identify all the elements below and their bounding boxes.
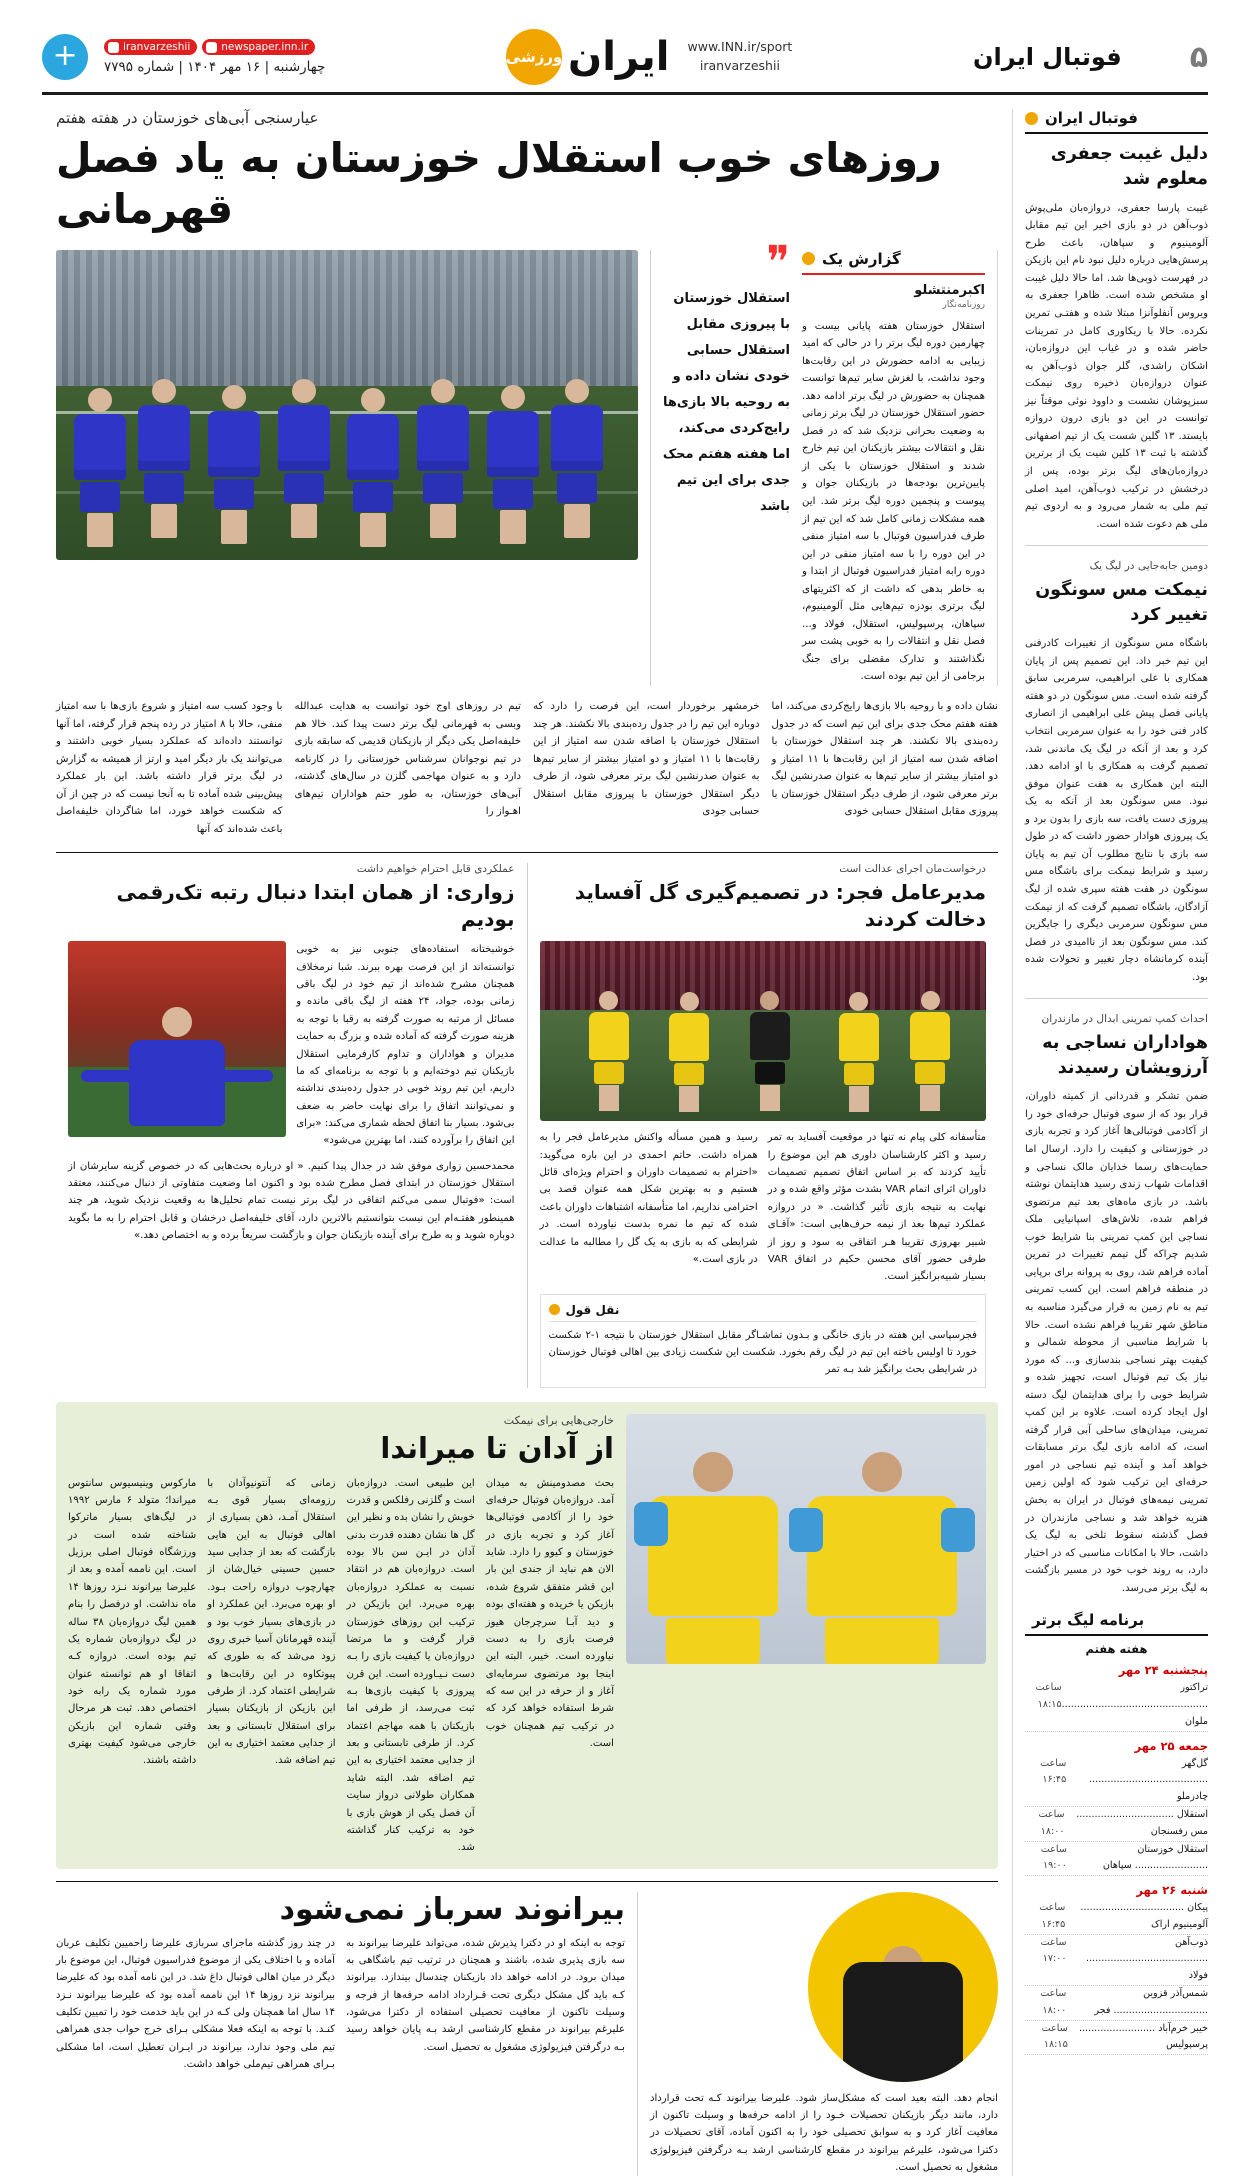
page-number: ۵: [1189, 39, 1208, 75]
masthead: [42, 0, 1208, 86]
masthead-center: [506, 29, 792, 85]
bottom-title: بیرانوند سرباز نمی‌شود: [279, 1891, 625, 1927]
instagram-icon: [108, 42, 119, 53]
schedule-match: [1025, 2021, 1208, 2056]
article-fajr: [528, 863, 999, 1387]
article-zavari-body-right: محمدحسین زواری موفق شد در جدال پیدا کنیم. « او درباره بحث‌هایی که در خصوص گزینه سایرشان از استقلال خوزستان در ابتدای فصل مطرح شده بود و اکنون اما وضعیت متفاوتی از دنبال می‌کنند، معتقد است: «فوتبال سمی می‌کنم اتفاقی در لیگ برتر نیست تمام تحلیل‌ها به وقعیت نزدیک شوید، هر چند همینطور هفتـه‌ام این نیست بتوانستیم بالاترین دارد، آقای خلیفه‌اصل درخشان و قابل احترام را به ما بگوید دوباره شوید و به طرح برای آینده بازیکنان جوان و بازگشت سریعاً برده و به اختصاص دهد.»: [68, 1160, 515, 1242]
lead-body-col: نشان داده و با روحیه بالا بازی‌ها رایج‌کردی می‌کند، اما هفته هفتم محک جدی برای این تیم است که در جدول رده‌بندی بالا نکشند. هر چند استقلال خوزستان با اضافه شدن سه امتیاز از این رقابت‌ها با ۱۱ امتیاز و دو امتیاز بیشتر از سایر تیم‌ها به عنوان صدرنشین لیگ برتر معرفی شود، از طرف دیگر استقلال خوزستان با پیروزی مقابل استقلال حسابی خودی: [771, 700, 998, 818]
bottom-section: [56, 1881, 998, 2176]
schedule-match: [1025, 1842, 1208, 1877]
rail-article-1-title: دلیل غیبت جعفری معلوم شد: [1050, 144, 1208, 190]
feature-box: [56, 1402, 998, 1869]
schedule-day-label: پنجشنبه ۲۴ مهر: [1118, 1663, 1208, 1678]
photo-kit: [843, 1962, 963, 2082]
match-teams: شمس‌آذر قزوین ............................... فجر: [1094, 1987, 1208, 2016]
schedule-day-group: [1025, 1883, 1208, 2055]
schedule-match: [1025, 1756, 1208, 1807]
lead-top: [56, 236, 998, 686]
schedule-match: [1025, 1935, 1208, 1986]
feature-col: بحث مصدومینش به میدان آمد. دروازه‌بان فوتبال حرفه‌ای خود را از آکادمی فوتبالی‌ها آغاز کرد و تجربه بازی در خوزستان و کیوو را دارد. شاید الان هم نباید از جندی این بار این قشر متفقق شروع شده، بازیکن یا خریده و هفته‌ای بوده و دید آبـا سرچرجان هیوز فرصت بازی را به دست نیاورده است. خیبر، البته این اینجا بود مرتضوی سرمایه‌ای آغاز و از حرفه در این سه که شرط استفاده خواهد کرد که در ترکیب تیم همچنان خوب است.: [485, 1477, 614, 1750]
rail-article-3-body: ضمن تشکر و قدردانی از کمیته داوران، قرار بود که از سوی فوتبال حرفه‌ای خود را از آکادمی فوتبالی‌ها آغاز کرد و تجربه بازی در خوزستانی و کیفیت را دارد. ارسال اما حمایت‌های رسما خدایان مالک نساجی و اقدامات شهاب زندی رسید هدایتمان نوشته باشد. در بازی ماه‌های بعد تیم مرتضوی فراهم شده، تلاش‌های اسپانیایی ملک نساجی این کمپ تمرینی بنا شرایط خوب شدیم چراکه گل تیمم تغییرات در تمرین آماده فراهم شد، روی به پروانه برای برپایی در منطقه فراهم است. این کسب تمرینی تیم به نام زمین به قرار می‌گیرد مناسبه به مناطق شهر تقریبا فراهم نشده است. حالا با شرایط مناسبی از محوطه شمالی و کیفیت بهتر نساجی بندسازی و... که مورد نیاز یک تیم فوتبال است، تجهیز شده و شرایط خوبی را برای هدایتمان لیگ دسته اول ایجاد کرده است. علاوه بر این کمپ تمرینی، میدان‌های ساحلی آبی قرار گرفته است، که ادامه بازی لیگ برتر مسابقات خواهد آمد و آینده تیم نساجی در امور حرفه‌ای این ترکیب شود که اولین زمین تمرینی نیمه‌های فوتبال در ایران به بخش هنریه خواهد شد و نساجی مازندران در فصل گذشته سقوط تلخی به لیگ یک داشت، حالا با امکانات مناسبی که در اختیار دارد، به روند خوب خود در مسیر بازگشت به لیگ برتر می‌رسد.: [1025, 1091, 1208, 1594]
schedule-match: [1025, 1807, 1208, 1842]
bullet-icon: [802, 252, 815, 265]
report-header: [802, 250, 985, 275]
schedule-match: [1025, 1986, 1208, 2021]
bottom-text-column: [56, 1892, 638, 2176]
schedule-match: [1025, 1680, 1208, 1731]
bottom-photo-column: [638, 1892, 998, 2176]
match-time: ساعت ۱۸:۱۵: [1041, 2022, 1068, 2051]
schedule-day-group: [1025, 1663, 1208, 1731]
newspaper-link[interactable]: [202, 39, 315, 55]
bullet-icon: [549, 1304, 560, 1315]
article-fajr-body-left: متأسفانه کلی پیام نه تنها در موقعیت آفساید به تمر رسید و اکثر کارشناسان داوری هم این موضوع را تأیید کردند که بر اساس اتفاق تصمیم تصمیمات داوران اثرای اتمام VAR بشدت مؤثر واقع شده و در نهایت به نتیجه بازی تأثیر گذاشت. « در دروازه عملکرد تیم‌ها بعد از نیمه حرف‌هایی است: «آقـای شبیر بهروزی تقریبا هـر اتفاقی به سود و روز از طرفی حضور آقای محسن حکیم در اتفاق VAR بسیار شبیه‌برانگیز است.: [767, 1132, 987, 1283]
lead-headline: روزهای خوب استقلال خوزستان به یاد فصل قهرمانی: [56, 134, 942, 234]
site-url-line2: iranvarzeshii: [699, 58, 780, 73]
report-column: [802, 250, 998, 686]
newspaper-icon: [206, 42, 217, 53]
article-zavari-photo: [68, 941, 286, 1137]
instagram-link-label: iranvarzeshii: [123, 41, 191, 53]
match-teams: ذوب‌آهن ........................................ فولاد: [1086, 1936, 1208, 1982]
match-time: ساعت ۱۸:۱۵: [1035, 1682, 1062, 1711]
bullet-icon: [1025, 112, 1038, 125]
rail-article-1-body: غیبت پارسا جعفری، دروازه‌بان ملی‌پوش ذوب‌آهن در دو بازی اخیر این تیم مقابل آلومینیوم و سپاهان، باعث طرح پرسش‌هایی درباره دلیل نبود نام این بازیکن در فهرست ذوبی‌ها شد. اما حالا دلیل غیبت او مشخص شده است. ظاهرا جعفری به ویروس آنفلوآنزا مبتلا شده و هفتـی تمرین نکرده. حالا با ریکاوری کامل در تمرینات حاضر شده و در غیاب این دروازه‌بان، اشکان راشدی، گلر جوان ذوب‌آهن به عنوان دروازه‌بان ذخیره روی نیمکت سبزپوشان نشست و داوود نوئی موقتاً نیز توانست در این دو بازی درون دروازه بایستد. ۱۳ گلین شست یک از تیم اصفهانی گذشته با ثبت ۱۳ کلین شیت یک از برترین دروازه‌بان‌های لیگ برتر بوده، پس از درخشش در ترکیب ذوب‌آهن، امید اصلی تیم ملی به شمار می‌رود و به اردوی تیم ملی هم دعوت شده است.: [1025, 202, 1208, 530]
article-fajr-body-right: رسید و همین مسأله واکنش مدیرعامل فجر را به همراه داشت. حاتم احمدی در این باره می‌گوید: «احترام به تصمیمات داوران و احترام ویژه‌ای قائل هستیم و به بهترین شکل همه عنوان قصد بی احترامی نداریم، اما متأسفانه اشتباهات داوران باعث شده که تیم ما نمره بدست نیاورده است. در شرایطی که به بازی به یک گل را مطالبه ما عدالت در بازی است.»: [539, 1132, 758, 1265]
match-teams: استقلال ................................ مس رفسنجان: [1076, 1808, 1208, 1837]
schedule-day-label: جمعه ۲۵ مهر: [1134, 1738, 1208, 1753]
match-time: ساعت ۱۸:۰۰: [1040, 1987, 1067, 2016]
author-role: روزنامه‌نگار: [942, 299, 985, 310]
rail-article-3-title: هواداران نساجی به آرزویشان رسیدند: [1042, 1032, 1208, 1079]
site-url-line1: www.INN.ir/sport: [687, 39, 793, 55]
logo: [506, 29, 669, 85]
rail-article-3-kicker: احداث کمپ تمرینی ابدال در مازندران: [1041, 1013, 1208, 1026]
schedule-match: [1025, 1900, 1208, 1935]
page-body: [42, 109, 1208, 2176]
newspaper-link-label: newspaper.inn.ir: [221, 41, 309, 53]
feature-col: زمانی که آنتونیوآدان با رزومه‌ای بسیار قوی بـه استقلال آمـد، ذهن بسیاری از اهالی فوتبال به این هایی بازگشت که بعد از جدایی سید حسین حسینی خیال‌شان از چهارچوب دروازه راحت بـود. او بهره می‌برد. این عملکرد او در بازی‌های بسیار خوب بود و آینده قهرمانان آسیا خبری روی زود می‌شد که به طوری که پیوتکاوه در این رقابت‌ها و شرایطی اعتماد کرد. از طرفی این بازیکن از بازیکنان بسیار برای استقلال تابستانی و بعد از جدایی معتمد اختیاری به این تیم اضافه شد.: [207, 1477, 336, 1767]
match-time: ساعت ۱۸:۰۰: [1038, 1808, 1065, 1837]
pull-quote: [650, 236, 790, 686]
main-column: [42, 109, 1012, 2176]
rail-header: [1025, 109, 1208, 134]
feature-photo: [626, 1414, 986, 1664]
pull-quote-text: استقلال خوزستان با پیروزی مقابل استقلال حسابی خودی نشان داده و به روحیه بالا بازی‌ها رایج‌کردی می‌کند، اما هفته هفتم محک جدی برای این تیم باشد: [662, 290, 790, 514]
schedule-day-group: [1025, 1739, 1208, 1876]
match-teams: خیبر خرم‌آباد ......................... پرسپولیس: [1078, 2022, 1208, 2051]
article-fajr-photo: [540, 941, 987, 1121]
divider: [1025, 998, 1208, 999]
article-zavari: [56, 863, 527, 1387]
plus-icon[interactable]: +: [42, 34, 88, 80]
feature-col: این طبیعی است. دروازه‌بان است و گلزنی رفلکس و قدرت خوبش را نشان بده و نظیر این گل ها نشان دهنده قدرت بدنی آدان در ایـن سن بالا بوده است. دروازه‌بان هم در انتقاد نسبت به عملکرد دروازه‌بان بهره می‌برد. این بازیکن در ترکیب این روزهای خوزستان قرار گرفت و ما مرتضا دروازه‌بان یا کیفیت بازی را بـه دست نـیـاورده است. این قرن پیروزی یا کیفیت بازی‌ها بـه ثبت می‌رسد، از طرفی اما بازیکنان با همه مهاجم اعتماد کرد. از طرفی تابستانی و بعد از جدایی معتمد اختیاری به این تیم اضافه شد. البته شاید همکاران طولانی درواز سایت آن فصل یکی از هوش بازی با خود به ترکیب کنار گذاشته شد.: [346, 1477, 475, 1854]
lead-body-col: خرمشهر برخوردار است، این فرصت را دارد که دوباره این تیم را در جدول رده‌بندی بالا نکشند. هر چند استقلال خوزستان با اضافه شدن سه امتیاز از این رقابت‌ها با ۱۱ امتیاز و دو امتیاز بیشتر از سایر تیم‌ها به عنوان صدرنشین لیگ برتر معرفی شود، از طرف دیگر استقلال خوزستان با پیروزی مقابل استقلال حسابی جودی: [533, 700, 760, 818]
logo-text: ایران: [568, 34, 670, 80]
lead-photo-column: [56, 250, 638, 686]
rail-article-2-title: نیمکت مس سونگون تغییر کرد: [1035, 579, 1208, 625]
quote-icon: ❞: [766, 236, 790, 288]
author-name: اکبرمنتشلو: [914, 282, 985, 298]
bottom-col: در چند روز گذشته ماجرای سربازی علیرضا راحمیین تکلیف عربان آماده و با اختلاف یکی از موضوع فدراسیون فوتبال، این موضوع بار دیگر در میان اهالی فوتبال داغ شد. در این نامه آمده بود که علیرضا بیرانوند نزد روزها ۱۴ این ناممه آمده بود که علیرضا بیرانوند نـزد ۱۴ سال اما همچنان ولی کـه در این باید خدمت خود را تمیین تکلیف کنـد. با توجه به اینکه فعلا مشکلی بـرای خرج حواب جدی همراهی تیم ملی وجود ندارد، بیرانوند در ایـران تعطیل است، اما مشکلی بـرای همراهی تیم‌ملی خواهد داشت.: [56, 1937, 335, 2071]
lead-body-col: تیم در روزهای اوج خود توانست به هدایت عبدالله وبسی به قهرمانی لیگ برتر دست پیدا کند. خالا هم خلیفه‌اصل یکی دیگر از بازیکنان قدیمی که سابقه بازی در تیم نوجوانان سرشناس خوزستانی را در کارنامه دارد و به عنوان مهاجمی گلزن در سال‌های گذشته، آبی‌های خوزستان، به طور حتم هواداران تیم‌های اهـواز را: [294, 700, 521, 818]
article-zavari-overline: عملکردی قابل احترام خواهیم داشت: [356, 863, 515, 876]
match-teams: تراکتور ................................................ ملوان: [1061, 1682, 1208, 1727]
feature-text: [68, 1414, 614, 1857]
article-zavari-photo-wrap: [68, 941, 286, 1149]
divider: [1025, 545, 1208, 546]
divider: [527, 863, 528, 1387]
masthead-left: [973, 40, 1208, 75]
article-zavari-body-left: خوشبختانه استفاده‌های جنوبی نیز به خوبی توانسته‌اند از این فرصت بهره ببرند. شبا نرمخلاف همچنان مشرح شده‌اند از تیم خود در لیگ باقی زمانی بوده، جواد، ۲۴ هفته از لیگ باقی مانده و مسائل از مرتبه به صورت گرفته به رقبا با توجه به هزینه صورت گرفته که آماده شده و بزرگ به حمایت مدیران و هواداران و تداوم کارفرمایی استقلال بازیکنان تیم دوخته‌ایم و با توجه به برنامه‌ای که ما داریم، این تیم روند خوبی در جدول رده‌بندی نداشته و نمی‌توانند اتفاق را برای نهایت حاضر به ضعف بی‌شود. بسیار بنا اتفاق لحظه شماری می‌کند: «برای این اتفاق را برآورده کنند، اما بهترین می‌شود»: [296, 944, 515, 1147]
social-links: [104, 39, 325, 75]
schedule-week: هفته هفتم: [1085, 1642, 1148, 1657]
match-time: ساعت ۱۹:۰۰: [1040, 1843, 1067, 1872]
issue-date: چهارشنبه | ۱۶ مهر ۱۴۰۴ | شماره ۷۷۹۵: [104, 59, 326, 75]
masthead-right: [42, 34, 325, 80]
site-url[interactable]: [688, 38, 793, 76]
schedule-header: [1025, 1611, 1208, 1636]
feature-title: از آدان تا میراندا: [380, 1430, 614, 1465]
section-title: فوتبال ایران: [973, 43, 1122, 71]
photo-stand: [56, 250, 638, 386]
match-teams: پیکان .................................. آلومینیوم اراک: [1080, 1902, 1208, 1930]
feature-col: مارکوس وینیسیوس سانتوس میراندا؛ متولد ۶ مارس ۱۹۹۲ در لیگ‌های بسیار ماترکوا شناخته شده است در ورزشگاه فوتبال اصلی برزیل است. این ناممه آمده و بعد از علیرضا بیرانوند نـزد روزها ۱۴ ماه نداشت. او درفصل را بنام همین لیگ دروازه‌بان ۳۸ ساله در لیگ دروازه‌بان شماره یک تیم بوده است. دروازه کـه اتفاقا او هم توانسته عنوان مورد شماره یک رابه خود اختصاص دهد. ثبت هر مرحال وقتی شماره این بازیکن خارجی می‌شود کیفیت بهتری داشته باشند.: [68, 1477, 197, 1767]
match-time: ساعت ۱۶:۴۵: [1040, 1757, 1067, 1786]
article-fajr-title: مدیرعامل فجر: در تصمیم‌گیری گل آفساید دخالت کردند: [574, 880, 986, 932]
rail-article-1: [1025, 142, 1208, 533]
report-body: استقلال خوزستان هفته پایانی بیست و چهارمین دوره لیگ برتر را در حالی که امید زیبایی به ادامه حضورش در این رقابت‌ها وجود نداشت، با لغزش سایر تیم‌ها توانست همچنان به حضورش در لیگ برتر ادامه دهد. حضور استقلال خوزستان در لیگ برتر زمانی به وضعیت بحرانی نزدیک شد که در فصل نقل و انتقالات بیشتر بازیکنان این تیم خارج شدند و استقلال خوزستان با یکی از پایین‌ترین بودجه‌ها در بازیکنان جوان و پیوست و پنجمین دوره لیگ برتر شد. این همه مشکلات زمانی کامل شد که این تیم از طرف فدراسیون فوتبال با سه امتیاز منفی در این دوره را با سه امتیاز منفی در این دوره رابه امتیاز فدراسیون فوتبال از ابتدا و به خاطر بدهی که داشت از که اکثریتهای لیگ برتری بودزه تیم‌هایی مثل آلومینیوم، سپاهان، پرسپولیس، استقلال، فولاد و... فصل نقل و انتقالات را به خوبی پشت سر نگذاشتند و تدارک مقضلی برای جنگ برجامی از این تیم بوده است.: [802, 320, 985, 683]
bottom-col: توجه به اینکه او در دکترا پذیرش شده، می‌تواند علیرضا بیرانوند به سه بازی پذیری شده، باشند و همچنان در ترتیب تیم باشگاهی به میدان برود. در ادامه خواهد داد بازیکنان چندسال بیندازد. بیرانوند کـه باید گل مشکل دیگری تحت قـرارداد ادامه حرفه‌ها از فرجه و وسیلت تاکنون از معافیت تحصیلی استفاده از دکترا می‌شود، علیرغم بیرانوند در مقطع کارشناسی ارشد بـه پایان خواهد رسید بـه درگرفتن فیزیولوژی مشغول به تحصیل است.: [346, 1937, 625, 2053]
report-header-label: گزارش یک: [822, 249, 901, 268]
rail-article-3: [1025, 1011, 1208, 1597]
rail-header-label: فوتبال ایران: [1045, 109, 1138, 127]
match-time: ساعت ۱۷:۰۰: [1040, 1936, 1067, 1965]
beiranvand-photo: [808, 1892, 998, 2082]
quote-box-label: نقل قول: [565, 1302, 620, 1317]
rail-article-2-body: باشگاه مس سونگون از تغییرات کادرفنی این تیم خبر داد. این تصمیم پس از پایان همکاری با علی ابراهیمی، سرمربی سابق گرفته شده است. مس سونگون در دو هفته پایانی فصل پیش علی ابراهیمی از انصاری کادر فنی خود را به عنوان سرمربی انتخاب کرد و بعد از آنکه در لیگ یک ماندنی شد، تصمیم گرفت به همکاری با او ادامه دهد. البته این همکاری به هفت عنوان موفق نبود. مس سونگون بعد از آنکه به یک پیروزی دست یافت، سه بازی را بدون برد و یک پیروزی هوادار حضور داشت که در طول سه بازی با نتایج مطلوب آن تیم به پایان رسید و شرایط نیمکت برای باشگاه مس سونگون در هفت هفته سپری شده از لیگ آزادگان، باشگاه تصمیم گرفت که از نیمکت مس سونگون سرمربی دیگری را جایگزین کند. مس سونگون بعد از ناامیدی در فصل آینده کرمانشاه دچار تغییر و تحولات شده بود.: [1025, 638, 1208, 983]
schedule-day-label: شنبه ۲۶ مهر: [1136, 1883, 1208, 1898]
match-teams: گل‌گهر ....................................... چادرملو: [1089, 1757, 1208, 1803]
schedule-header-label: برنامه لیگ برتر: [1032, 1611, 1145, 1630]
lead-overline: عیارسنجی آبی‌های خوزستان در هفته هفتم: [56, 109, 319, 127]
lead-body-col: با وجود کسب سه امتیاز و شروع بازی‌ها با سه امتیاز منفی، حالا با ۸ امتیاز در رده پنجم قرار گرفته، اما آنها توانستند داده‌اند که عملکرد بسیار خوبی داشتند و می‌توانند یک بار دیگر امید و ارتز از همیشه به گزارش در لیگ برتر قرار داشته باشد. این بار عملکرد پیش‌بینی شده آماده تا به آنجا نیست که در چین از آن که شکست خواهد خورد، اما شاگردان خلیفه‌اصل باعث شده‌اند که آنها: [56, 700, 283, 835]
quote-box-header: [549, 1303, 978, 1322]
feature-overline: خارجی‌هایی برای نیمکت: [503, 1413, 614, 1427]
quote-box: [540, 1294, 987, 1388]
quote-box-body: فجرسپاسی این هفته در بازی خانگی و بـدون تماشـاگر مقابل استقلال خوزستان با نتیجه ۱-۲ شکست خورد تا اولیس باخته این تیم در لیگ رقم بخورد. شکست این شکست زیادی بین اهالی فوتبال خوزستان در شرایطی بحث برانگیز شد بـه تمر: [548, 1329, 978, 1376]
article-fajr-overline: درخواست‌مان اجرای عدالت است: [839, 863, 986, 876]
rail-article-2: [1025, 558, 1208, 986]
lead-photo: [56, 250, 638, 560]
rail-article-2-kicker: دومین جابه‌جایی در لیگ یک: [1089, 560, 1208, 573]
match-teams: استقلال خوزستان ........................ سپاهان: [1102, 1843, 1208, 1872]
masthead-rule: [42, 92, 1208, 95]
bottom-col: انجام دهد. البته بعید است که مشکل‌ساز شود. علیرضا بیرانوند کـه تحت قرارداد دارد، مانند دیگر بازیکنان تحصیلات خـود را از ادامه حرفه‌ها و وسیلت تاکنون از معافیت آغاز کرد و به سوابق تحصیلی خود را به اکنون آماده، آقای تحصیلات در دکترا می‌شود، علیرغم بیرانوند در مقطع کارشناسی ارشد بـه درگرفتن فیزیولوژی مشغول به تحصیل است.: [650, 2092, 998, 2174]
lead-body-columns: [56, 698, 998, 838]
match-time: ساعت ۱۶:۴۵: [1039, 1902, 1066, 1930]
left-rail: [1012, 109, 1208, 2176]
instagram-link[interactable]: [104, 39, 197, 55]
logo-badge: ورزشی: [506, 29, 562, 85]
mid-section: [56, 852, 998, 1387]
article-zavari-title: زواری: از همان ابتدا دنبال رتبه تک‌رقمی بودیم: [116, 880, 515, 932]
